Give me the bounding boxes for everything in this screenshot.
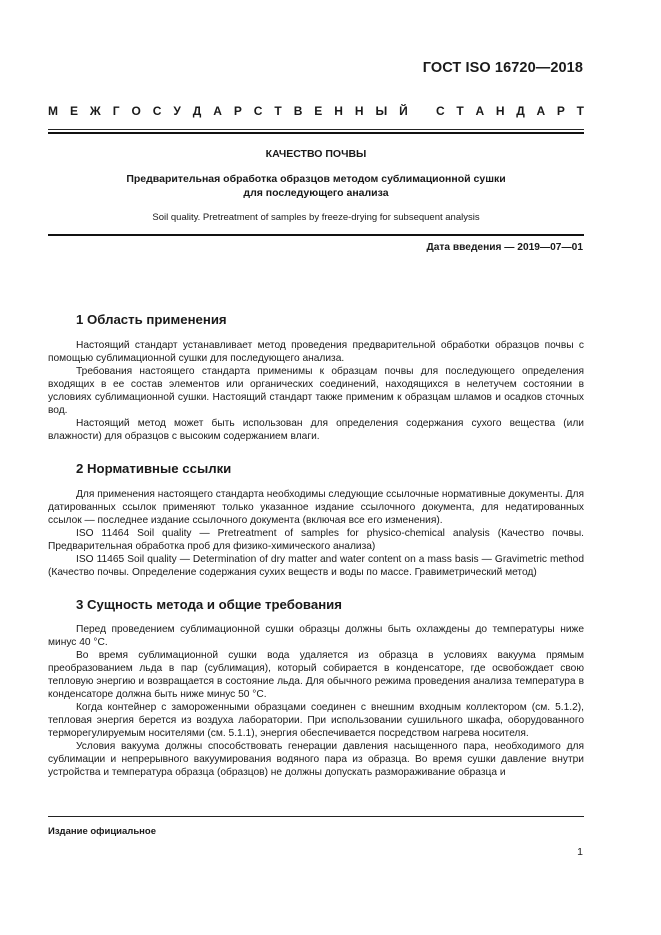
section-scope	[48, 312, 584, 443]
reference-item: ISO 11464 Soil quality — Pretreatment of samples for physico-chemical analysis (Качество почвы. Предварительная обработка проб для физико-химического анализа)	[48, 528, 584, 552]
official-edition-label: Издание официальное	[48, 826, 156, 837]
paragraph: Для применения настоящего стандарта необходимы следующие ссылочные нормативные документы. Для датированных ссылок применяют только указанное издание ссылочного документа, для недатированных ссылок — последнее издание ссылочного документа (включая все его изменения).	[48, 489, 585, 526]
header-rule-thick	[48, 132, 584, 134]
section-heading: 3 Сущность метода и общие требования	[76, 597, 342, 612]
paragraph: Настоящий стандарт устанавливает метод проведения предварительной обработки образцов почвы с помощью сублимационной сушки для последующего анализа.	[48, 340, 584, 364]
introduction-date: Дата введения — 2019—07—01	[426, 242, 583, 253]
header-rule-thin	[48, 129, 584, 130]
page-number: 1	[577, 846, 583, 858]
title-rule	[48, 234, 584, 236]
section-normative-references	[48, 461, 584, 579]
subtitle-line-2: для последующего анализа	[243, 187, 389, 199]
paragraph: Когда контейнер с замороженными образцами соединен с внешним входным коллектором (см. 5.1.2), тепловая энергия берется из воздуха лаборатории. При использовании сушильного шкафа, оборудованного терморегулируемым носителями (см. 5.1.1), энергия обеспечивается посредством нагрева носителя.	[48, 702, 584, 739]
interstate-standard-banner	[48, 104, 584, 118]
section-heading: 1 Область применения	[76, 312, 227, 327]
paragraph: Требования настоящего стандарта применимы к образцам почвы для последующего определения входящих в ее состав элементов или органических соединений, находящихся в нелетучем состоянии в условиях сублимационной сушки. Настоящий стандарт также применим к образцам шламов и осадков сточных вод.	[48, 366, 584, 416]
subtitle-line-1: Предварительная обработка образцов методом сублимационной сушки	[126, 173, 506, 185]
title-ru: КАЧЕСТВО ПОЧВЫ	[265, 148, 367, 160]
footer-rule	[48, 816, 584, 817]
interstate-word: М Е Ж Г О С У Д А Р С Т В Е Н Н Ы Й	[48, 104, 408, 118]
document-body	[48, 312, 584, 797]
standard-word: С Т А Н Д А Р Т	[436, 104, 584, 118]
paragraph: Условия вакуума должны способствовать генерации давления насыщенного пара, необходимого для сублимации и непрерывного вакуумирования водяного пара из образца. Во время сушки давление внутри устройства и температура образца (образцов) не должны допускать размораживание образца и	[48, 741, 584, 778]
section-heading: 2 Нормативные ссылки	[76, 461, 232, 476]
paragraph: Во время сублимационной сушки вода удаляется из образца в условиях вакуума прямым преобразованием льда в пар (сублимация), который собирается в конденсаторе, где освобождает свою тепловую энергию и возвращается в состояние льда. Для обычного режима проведения анализа температура в конденсаторе должна быть ниже минус 50 °С.	[48, 650, 584, 700]
subtitle-ru	[108, 172, 524, 200]
paragraph: Настоящий метод может быть использован для определения содержания сухого вещества (или влажности) для образцов с высоким содержанием влаги.	[48, 418, 584, 442]
section-method-principle	[48, 597, 584, 779]
paragraph: Перед проведением сублимационной сушки образцы должны быть охлаждены до температуры ниже минус 40 °С.	[48, 624, 584, 648]
title-en: Soil quality. Pretreatment of samples by freeze-drying for subsequent analysis	[152, 212, 480, 223]
standard-number: ГОСТ ISO 16720—2018	[422, 60, 583, 76]
reference-item: ISO 11465 Soil quality — Determination of dry matter and water content on a mass basis — Gravimetric method (Качество почвы. Определение содержания сухих веществ и воды по массе. Гравиметрический метод)	[48, 554, 584, 578]
